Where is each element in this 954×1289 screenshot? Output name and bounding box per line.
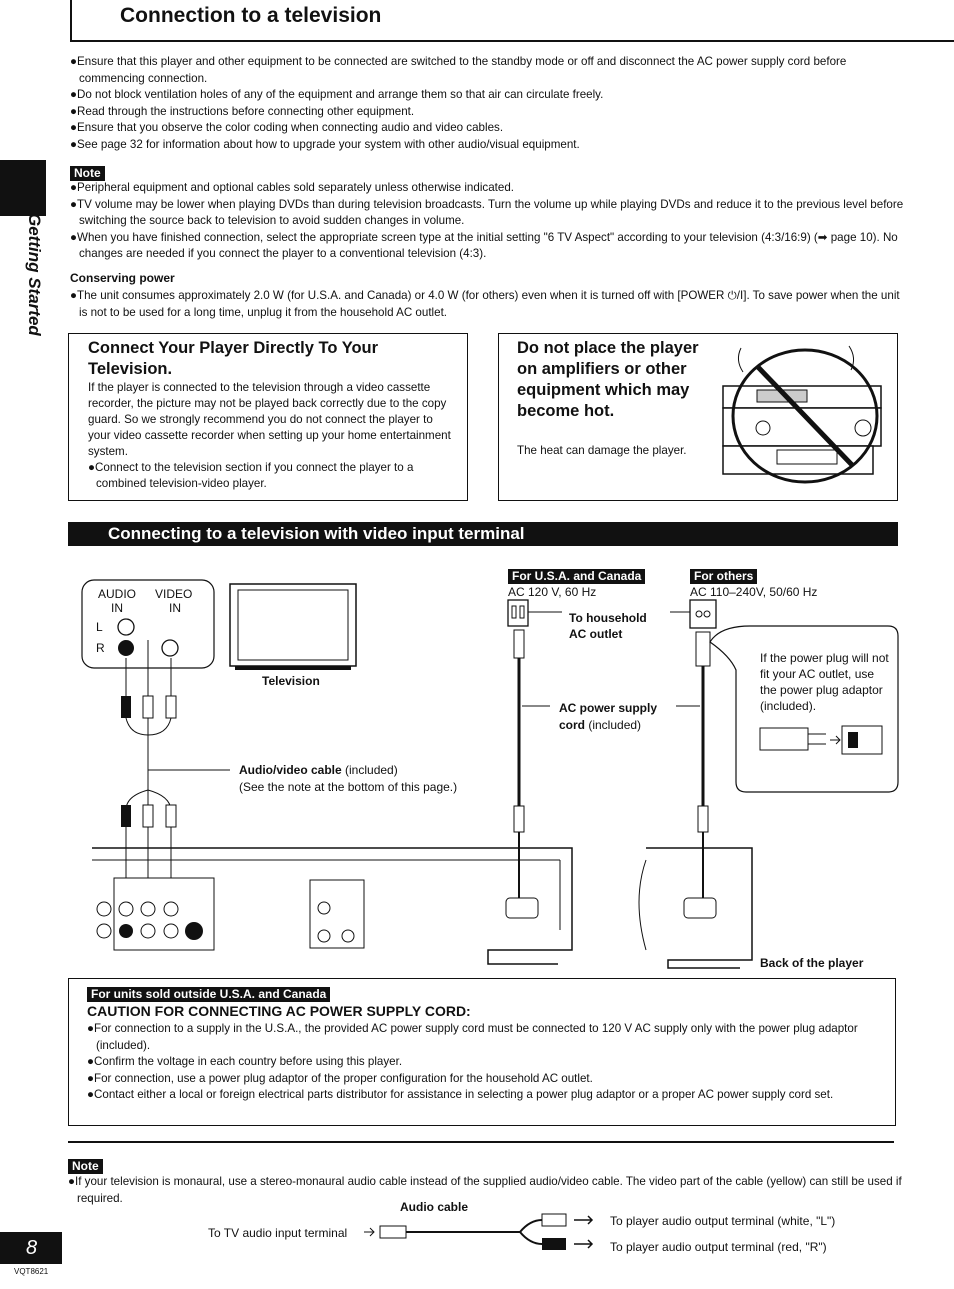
others-badge: For others [690, 567, 757, 585]
side-tab-label: Getting Started [25, 213, 44, 336]
note2-badge: Note [68, 1157, 103, 1175]
side-tab-marker [0, 160, 46, 216]
document-code: VQT8621 [14, 1267, 49, 1276]
heat-warning-heading: Do not place the player on amplifiers or other equipment which may become hot. [517, 339, 699, 420]
to-tv-label: To TV audio input terminal [208, 1226, 348, 1240]
av-cable-label: Audio/video cable (included) [239, 763, 398, 777]
section-divider [68, 1141, 894, 1143]
caution-bullet: ●For connection to a supply in the U.S.A., the provided AC power supply cord must be connected to 120 V AC supply only with the power plug adaptor (included). [87, 1022, 858, 1052]
caution-bullet: ●Confirm the voltage in each country before using this player. [87, 1055, 403, 1068]
note-bullets [70, 180, 904, 263]
ac-cord-label: AC power supply [559, 701, 658, 715]
heat-warning-box [498, 333, 898, 501]
audio-cable-illustration [360, 1208, 600, 1258]
av-cable-note: (See the note at the bottom of this page.) [239, 780, 458, 794]
direct-connect-heading: Connect Your Player Directly To Your Television. [88, 339, 379, 378]
caution-bullets [87, 1021, 883, 1104]
page-number: 8 [0, 1232, 62, 1264]
household-label: To household [569, 611, 647, 625]
others-spec: AC 110–240V, 50/60 Hz [690, 585, 818, 599]
ac-cord-included: cord (included) [559, 718, 642, 732]
note-bullet: ●When you have finished connection, select the appropriate screen type at the initial setting "6 TV Aspect" according to your television (4:3/16:9) (➡ page 10). No changes are needed if you connect the player to a conventional television (4:3). [70, 230, 898, 260]
connection-diagram [70, 560, 910, 975]
conserving-text: ●The unit consumes approximately 2.0 W (for U.S.A. and Canada) or 4.0 W (for others) even when it is turned off with [POWER ⏻/I]. To save power when the unit is not to be used for a long time, unplug it from the household AC outlet. [70, 289, 900, 319]
direct-connect-text: If the player is connected to the television through a video cassette recorder, the picture may not be played back correctly due to the copy guard. So we strongly recommend you do not connect the player to your video cassette recorder when setting up your home entertainment system. ●Connect to the television section if you connect the player to a combined television-video player. [88, 381, 451, 490]
title-rule-vertical [70, 0, 72, 42]
note-bullet: ●TV volume may be lower when playing DVDs than during television broadcasts. Turn the volume up while playing DVDs and reduce it to the previous level before switching the source back to television to avoid sudden changes in volume. [70, 197, 904, 227]
caution-heading: CAUTION FOR CONNECTING AC POWER SUPPLY CORD: [87, 1003, 471, 1019]
intro-bullet: ●See page 32 for information about how to upgrade your system with other audio/visual equipment. [70, 137, 580, 151]
right-channel-label: R [96, 641, 105, 655]
intro-bullet: ●Read through the instructions before connecting other equipment. [70, 104, 415, 118]
intro-bullet: ●Ensure that this player and other equipment to be connected are switched to the standby mode or off and disconnect the AC power supply cord before commencing connection. [70, 55, 847, 85]
caution-bullet: ●Contact either a local or foreign electrical parts distributor for assistance in selecting a power plug adaptor or a proper AC power supply cord set. [87, 1088, 834, 1101]
left-channel-label: L [96, 620, 103, 634]
conserving-heading: Conserving power [70, 271, 175, 285]
note-bullet: ●Peripheral equipment and optional cables sold separately unless otherwise indicated. [70, 181, 514, 194]
ac-outlet-label: AC outlet [569, 627, 623, 641]
caution-box [68, 978, 896, 1126]
television-label: Television [262, 674, 320, 688]
usa-spec: AC 120 V, 60 Hz [508, 585, 597, 599]
to-player-red-label: To player audio output terminal (red, "R") [610, 1240, 827, 1254]
heat-warning-text: The heat can damage the player. [517, 444, 687, 457]
intro-bullets [70, 54, 904, 153]
page-title: Connection to a television [120, 4, 382, 27]
audio-cable-label: Audio cable [400, 1200, 469, 1214]
audio-label: AUDIO [98, 587, 137, 601]
caution-badge: For units sold outside U.S.A. and Canada [87, 985, 330, 1003]
audio-in-label: IN [111, 601, 123, 615]
title-rule-horizontal [70, 40, 954, 42]
usa-canada-badge: For U.S.A. and Canada [508, 567, 645, 585]
intro-bullet: ●Ensure that you observe the color coding when connecting audio and video cables. [70, 121, 504, 134]
video-in-label: IN [169, 601, 181, 615]
section-banner: Connecting to a television with video input terminal [68, 522, 898, 546]
direct-connect-box [68, 333, 468, 501]
back-of-player-label: Back of the player [760, 956, 864, 970]
video-label: VIDEO [155, 587, 193, 601]
caution-bullet: ●For connection, use a power plug adaptor of the proper configuration for the household AC outlet. [87, 1071, 593, 1085]
plug-adaptor-note: If the power plug will not fit your AC outlet, use the power plug adaptor (included). [760, 651, 889, 713]
no-stacking-illustration [717, 338, 893, 494]
intro-bullet: ●Do not block ventilation holes of any of the equipment and arrange them so that air can circulate freely. [70, 88, 604, 101]
to-player-white-label: To player audio output terminal (white, "L") [610, 1214, 836, 1228]
note2-text: ●If your television is monaural, use a stereo-monaural audio cable instead of the supplied audio/video cable. The video part of the cable (yellow) can still be used if required. [68, 1175, 902, 1205]
note-badge: Note [70, 164, 105, 182]
